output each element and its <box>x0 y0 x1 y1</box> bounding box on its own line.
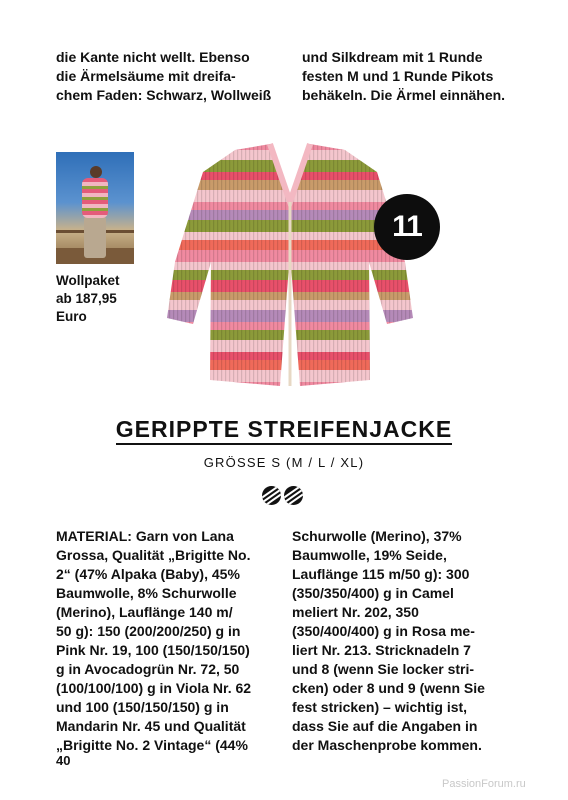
rib-line <box>233 142 234 387</box>
text-line: dass Sie auf die Angaben in <box>292 718 478 734</box>
text-line: und 8 (wenn Sie locker stri- <box>292 661 475 677</box>
knit-stripe <box>165 160 415 172</box>
text-line: 2“ (47% Alpaka (Baby), 45% <box>56 566 240 582</box>
rib-line <box>369 142 370 387</box>
caption-line: Euro <box>56 309 87 324</box>
title-text: GERIPPTE STREIFENJACKE <box>116 416 452 445</box>
material-left-column <box>56 527 286 755</box>
rib-line <box>221 142 222 387</box>
rib-line <box>393 142 394 387</box>
rib-line <box>349 142 350 387</box>
watermark: PassionForum.ru <box>442 778 526 790</box>
rib-line <box>277 142 278 387</box>
rib-line <box>213 142 214 387</box>
text-line: Pink Nr. 19, 100 (150/150/150) <box>56 642 250 658</box>
rib-line <box>389 142 390 387</box>
material-label: MATERIAL: <box>56 528 132 544</box>
rib-line <box>201 142 202 387</box>
rib-line <box>181 142 182 387</box>
rib-line <box>321 142 322 387</box>
text-line: meliert Nr. 202, 350 <box>292 604 419 620</box>
rib-line <box>325 142 326 387</box>
rib-line <box>173 142 174 387</box>
top-left-column <box>56 48 286 105</box>
photo-figure-legs <box>84 216 106 258</box>
rib-line <box>329 142 330 387</box>
rib-line <box>265 142 266 387</box>
rib-line <box>345 142 346 387</box>
text-line: „Brigitte No. 2 Vintage“ (44% <box>56 737 248 753</box>
text-line: g in Avocadogrün Nr. 72, 50 <box>56 661 240 677</box>
text-line: (Merino), Lauflänge 140 m/ <box>56 604 233 620</box>
rib-line <box>409 142 410 387</box>
material-right-column <box>292 527 532 755</box>
photo-figure-head <box>90 166 102 178</box>
yarn-ball-icon <box>284 486 303 505</box>
pattern-number-badge: 11 <box>374 194 440 260</box>
rib-line <box>209 142 210 387</box>
rib-line <box>269 142 270 387</box>
rib-line <box>249 142 250 387</box>
text-line: Mandarin Nr. 45 und Qualität <box>56 718 246 734</box>
rib-line <box>257 142 258 387</box>
text-line: festen M und 1 Runde Pikots <box>302 68 494 84</box>
rib-line <box>193 142 194 387</box>
model-photo <box>56 152 134 264</box>
rib-line <box>237 142 238 387</box>
text-line: Lauflänge 115 m/50 g): 300 <box>292 566 470 582</box>
text-line: behäkeln. Die Ärmel einnähen. <box>302 87 506 103</box>
text-line: und Silkdream mit 1 Runde <box>302 49 483 65</box>
rib-line <box>241 142 242 387</box>
rib-line <box>333 142 334 387</box>
rib-line <box>169 142 170 387</box>
difficulty-rating <box>262 486 306 506</box>
rib-line <box>385 142 386 387</box>
photo-figure-body <box>82 178 108 218</box>
caption-line: ab 187,95 <box>56 291 117 306</box>
rib-line <box>261 142 262 387</box>
rib-line <box>337 142 338 387</box>
rib-line <box>397 142 398 387</box>
rib-line <box>245 142 246 387</box>
text-line: Schurwolle (Merino), 37% <box>292 528 462 544</box>
text-line: die Kante nicht wellt. Ebenso <box>56 49 250 65</box>
text-line: liert Nr. 213. Stricknadeln 7 <box>292 642 471 658</box>
rib-line <box>205 142 206 387</box>
text-line: und 100 (150/150/150) g in <box>56 699 229 715</box>
text-fragment: Garn von Lana <box>131 528 234 544</box>
page-number: 40 <box>56 753 71 768</box>
rib-line <box>413 142 414 387</box>
text-line: (350/350/400) g in Camel <box>292 585 454 601</box>
rib-line <box>373 142 374 387</box>
photo-caption <box>56 272 146 326</box>
rib-line <box>317 142 318 387</box>
rib-line <box>197 142 198 387</box>
rib-line <box>401 142 402 387</box>
rib-line <box>253 142 254 387</box>
rib-line <box>309 142 310 387</box>
rib-line <box>357 142 358 387</box>
cardigan-image <box>165 142 415 387</box>
rib-line <box>405 142 406 387</box>
rib-line <box>341 142 342 387</box>
rib-line <box>285 142 286 387</box>
rib-line <box>229 142 230 387</box>
rib-line <box>177 142 178 387</box>
size-line: GRÖSSE S (M / L / XL) <box>203 455 365 470</box>
top-right-column <box>302 48 532 105</box>
text-line: der Maschenprobe kommen. <box>292 737 482 753</box>
yarn-ball-icon <box>262 486 281 505</box>
page-title <box>0 416 568 443</box>
text-line: fest stricken) – wichtig ist, <box>292 699 468 715</box>
knit-stripe <box>165 142 415 150</box>
rib-line <box>305 142 306 387</box>
rib-line <box>365 142 366 387</box>
rib-line <box>217 142 218 387</box>
rib-line <box>353 142 354 387</box>
rib-line <box>165 142 166 387</box>
text-line: 50 g): 150 (200/200/250) g in <box>56 623 241 639</box>
rib-line <box>313 142 314 387</box>
rib-line <box>225 142 226 387</box>
rib-line <box>293 142 294 387</box>
knit-stripe <box>165 150 415 160</box>
text-line: Baumwolle, 19% Seide, <box>292 547 447 563</box>
rib-line <box>189 142 190 387</box>
text-line: (350/400/400) g in Rosa me- <box>292 623 475 639</box>
text-line: cken) oder 8 und 9 (wenn Sie <box>292 680 485 696</box>
rib-line <box>273 142 274 387</box>
rib-line <box>185 142 186 387</box>
text-line: (100/100/100) g in Viola Nr. 62 <box>56 680 252 696</box>
rib-line <box>377 142 378 387</box>
caption-line: Wollpaket <box>56 273 120 288</box>
text-line: chem Faden: Schwarz, Wollweiß <box>56 87 272 103</box>
text-line: Grossa, Qualität „Brigitte No. <box>56 547 251 563</box>
rib-line <box>361 142 362 387</box>
text-line: Baumwolle, 8% Schurwolle <box>56 585 237 601</box>
text-line: die Ärmelsäume mit dreifa- <box>56 68 236 84</box>
rib-line <box>381 142 382 387</box>
text-line <box>56 527 286 546</box>
